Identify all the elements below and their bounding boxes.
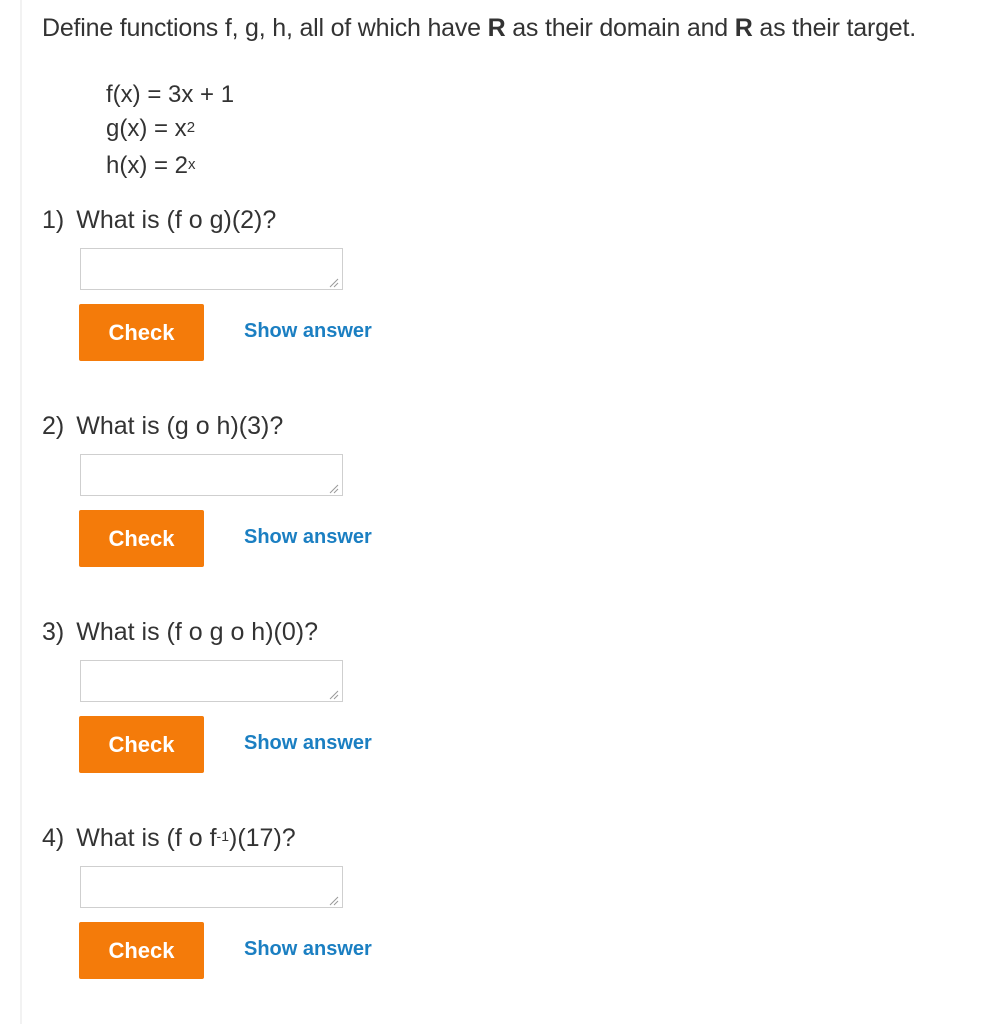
question-text: What is (f o g o h)(0)?: [76, 618, 318, 646]
check-button-3[interactable]: Check: [79, 716, 204, 773]
show-answer-link-4[interactable]: Show answer: [244, 938, 372, 960]
check-button-2[interactable]: Check: [79, 510, 204, 567]
intro-r-domain: R: [487, 14, 506, 42]
definition-f-text: f(x) = 3x + 1: [106, 81, 235, 108]
definition-f: [106, 78, 234, 112]
resize-handle-icon[interactable]: [329, 690, 339, 700]
resize-handle-icon[interactable]: [329, 484, 339, 494]
question-number: 4): [42, 824, 65, 852]
exercise-page: [20, 0, 986, 1024]
answer-input-3[interactable]: [80, 660, 343, 702]
question-2-prompt: [42, 412, 283, 441]
question-3: [42, 618, 942, 818]
problem-intro: [42, 14, 916, 43]
question-text: What is (f o g)(2)?: [76, 206, 277, 234]
question-number: 2): [42, 412, 65, 440]
question-2: [42, 412, 942, 612]
intro-prefix: Define functions f, g, h, all of which have: [42, 14, 488, 42]
show-answer-link-1[interactable]: Show answer: [244, 320, 372, 342]
definition-h: [106, 149, 234, 186]
question-text-end: )(17)?: [229, 824, 296, 852]
resize-handle-icon[interactable]: [329, 278, 339, 288]
definition-g-text: g(x) = x: [106, 115, 187, 142]
intro-r-target: R: [734, 14, 753, 42]
definition-g-exponent: 2: [186, 119, 196, 136]
intro-suffix: as their target.: [752, 14, 916, 42]
answer-input-4[interactable]: [80, 866, 343, 908]
check-button-4[interactable]: Check: [79, 922, 204, 979]
question-3-prompt: [42, 618, 318, 647]
intro-middle: as their domain and: [505, 14, 735, 42]
question-number: 1): [42, 206, 65, 234]
show-answer-link-3[interactable]: Show answer: [244, 732, 372, 754]
question-number: 3): [42, 618, 65, 646]
check-button-1[interactable]: Check: [79, 304, 204, 361]
question-1: [42, 206, 942, 406]
function-definitions: [106, 78, 234, 186]
question-text: What is (f o f: [76, 824, 217, 852]
question-1-prompt: [42, 206, 276, 235]
question-exponent: -1: [216, 828, 229, 844]
question-4-prompt: [42, 824, 296, 853]
resize-handle-icon[interactable]: [329, 896, 339, 906]
definition-h-text: h(x) = 2: [106, 152, 189, 179]
answer-input-1[interactable]: [80, 248, 343, 290]
answer-input-2[interactable]: [80, 454, 343, 496]
show-answer-link-2[interactable]: Show answer: [244, 526, 372, 548]
question-4: [42, 824, 942, 1024]
question-text: What is (g o h)(3)?: [76, 412, 284, 440]
definition-h-exponent: x: [188, 156, 196, 173]
definition-g: [106, 112, 234, 149]
